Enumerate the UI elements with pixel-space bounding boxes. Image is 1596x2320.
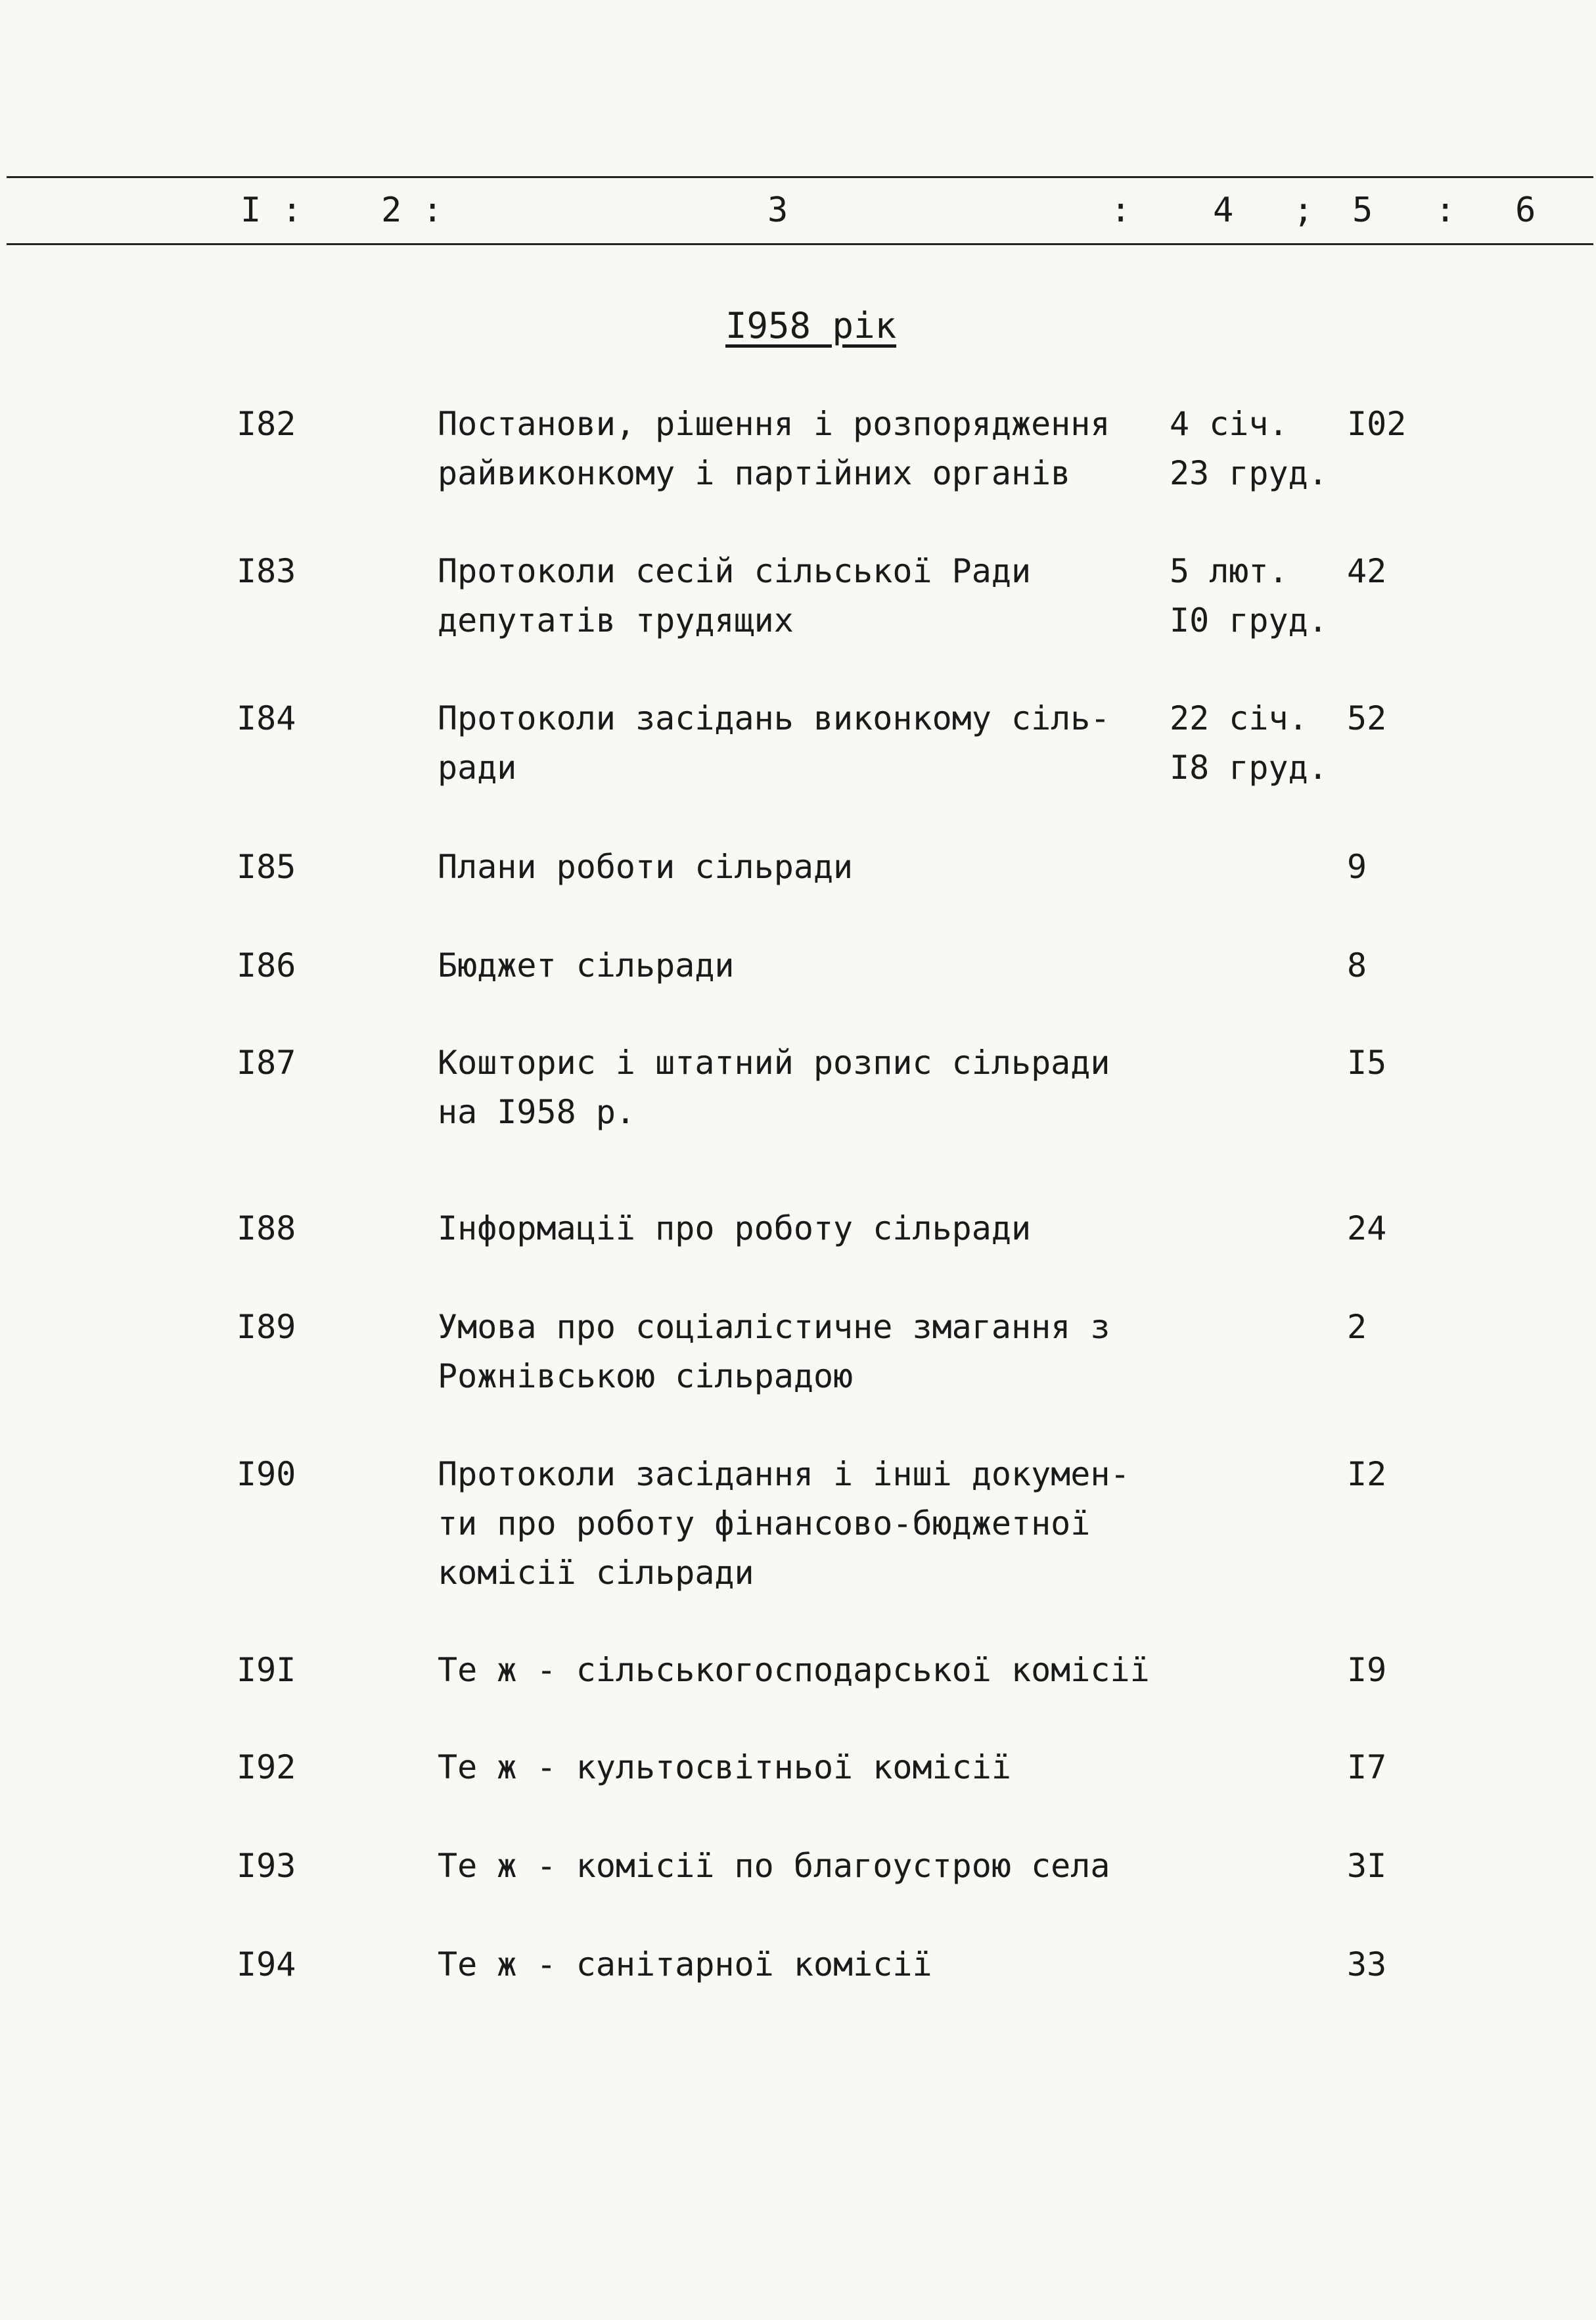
sheet-count: I02 [1347,405,1407,443]
sheet-count: I9 [1347,1651,1387,1689]
file-title-line: Інформації про роботу сільради [438,1209,1032,1247]
file-title [438,694,1174,793]
sheet-count: 3I [1347,1847,1387,1885]
start-date: 22 січ. [1170,699,1308,737]
file-title-line: Те ж - культосвітньої комісії [438,1748,1011,1786]
file-title-line: депутатів трудящих [438,601,794,639]
header-col-4: 4 [1213,191,1234,230]
sheet-count: 8 [1347,946,1367,985]
header-col-6: 6 [1515,191,1536,230]
file-number: I86 [237,946,296,985]
sheet-count: 52 [1347,699,1387,737]
file-number: I92 [237,1748,296,1786]
file-number: I83 [237,552,296,590]
file-title [438,843,1174,892]
file-title-line: Протоколи засідань виконкому сіль- [438,699,1110,737]
end-date: I8 груд. [1170,749,1328,787]
sheet-count: 24 [1347,1209,1387,1247]
file-number: I90 [237,1455,296,1493]
sheet-count: 33 [1347,1945,1387,1984]
file-title-line: комісії сільради [438,1554,754,1592]
header-bottom-rule [7,243,1593,245]
end-date: I0 груд. [1170,601,1328,639]
sheet-count: I5 [1347,1044,1387,1082]
file-number: I94 [237,1945,296,1984]
sheet-count: I7 [1347,1748,1387,1786]
sheet-count: 2 [1347,1308,1367,1346]
header-sep-4: ; [1293,191,1314,230]
sheet-count: I2 [1347,1455,1387,1493]
file-dates [1170,547,1328,645]
file-title [438,1303,1174,1401]
start-date: 5 лют. [1170,552,1288,590]
header-sep-5: : [1435,191,1456,230]
file-title-line: Те ж - комісії по благоустрою села [438,1847,1110,1885]
header-col-2: 2 : [381,191,443,230]
start-date: 4 січ. [1170,405,1288,443]
file-title [438,1038,1174,1137]
file-title [438,400,1174,498]
file-dates [1170,694,1328,793]
file-title-line: Постанови, рішення і розпорядження [438,405,1110,443]
file-title-line: Протоколи засідання і інші докумен- [438,1455,1130,1493]
header-top-rule [7,176,1593,178]
sheet-count: 9 [1347,848,1367,886]
file-title [438,1450,1174,1598]
file-title-line: Бюджет сільради [438,946,735,985]
file-title-line: Умова про соціалістичне змагання з [438,1308,1110,1346]
file-number: I89 [237,1308,296,1346]
file-title-line: райвиконкому і партійних органів [438,454,1071,492]
file-title-line: на I958 р. [438,1093,636,1131]
header-sep-3: : [1110,191,1131,230]
header-col-1: I : [240,191,302,230]
file-title [438,1842,1174,1891]
file-title [438,1940,1174,1989]
file-title-line: ради [438,749,517,787]
file-title-line: ти про роботу фінансово-бюджетної [438,1504,1091,1543]
end-date: 23 груд. [1170,454,1328,492]
file-number: I84 [237,699,296,737]
file-number: I87 [237,1044,296,1082]
file-title-line: Те ж - санітарної комісії [438,1945,932,1984]
file-number: I9I [237,1651,296,1689]
file-title-line: Рожнівською сільрадою [438,1357,854,1395]
sheet-count: 42 [1347,552,1387,590]
file-number: I88 [237,1209,296,1247]
file-title [438,1743,1174,1792]
file-title [438,941,1174,990]
file-title [438,547,1174,645]
file-number: I93 [237,1847,296,1885]
file-title-line: Протоколи сесій сільської Ради [438,552,1032,590]
file-title-line: Кошторис і штатний розпис сільради [438,1044,1110,1082]
header-col-5: 5 [1352,191,1373,230]
file-number: I82 [237,405,296,443]
file-title-line: Те ж - сільськогосподарської комісії [438,1651,1150,1689]
header-col-3: 3 [767,191,788,230]
year-heading: I958 рік [725,305,897,346]
file-number: I85 [237,848,296,886]
file-dates [1170,400,1328,498]
file-title-line: Плани роботи сільради [438,848,854,886]
file-title [438,1204,1174,1253]
file-title [438,1646,1174,1695]
